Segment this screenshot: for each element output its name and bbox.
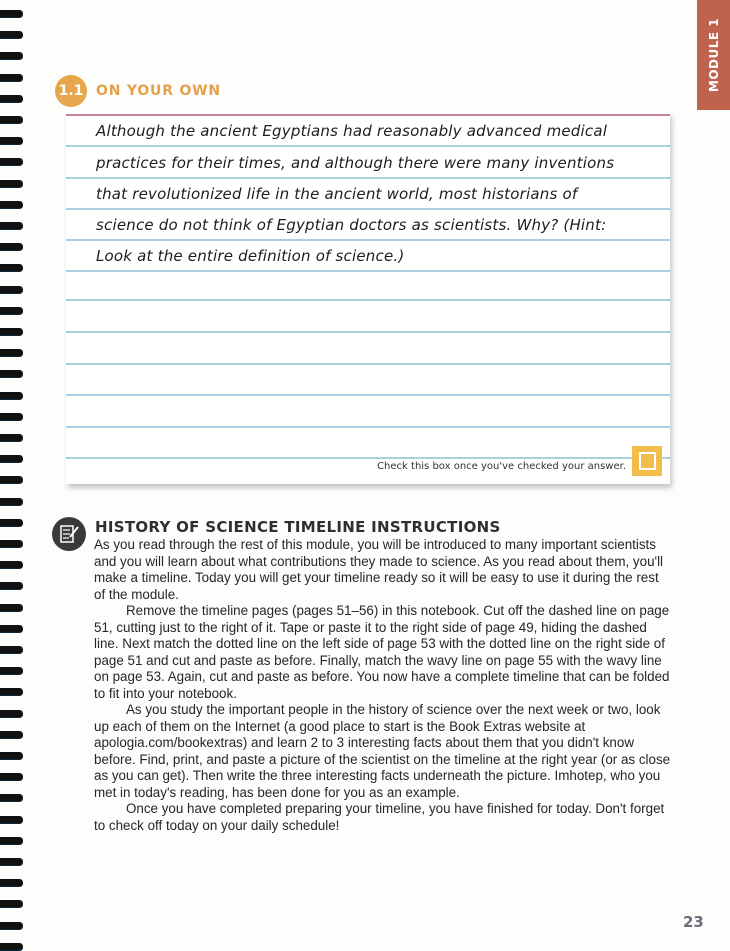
ruled-line bbox=[66, 426, 670, 428]
spiral-coil bbox=[0, 582, 23, 589]
spiral-coil bbox=[0, 646, 23, 653]
spiral-coil bbox=[0, 604, 23, 611]
spiral-coil bbox=[0, 773, 23, 780]
question-line: practices for their times, and although there were many inventions bbox=[96, 154, 615, 172]
instructions-paragraph: As you study the important people in the history of science over the next week or two, look up each of them on the Internet (a good place to start is the Book Extras website at apologia.com/bookextras) and learn 2 to 3 interesting facts about them that you didn't know before. Find, print, and paste a picture of the scientist on the timeline at the right year (or as close as you can get). Then write the three interesting facts underneath the picture. Imhotep, who you met in today's reading, has been done for you as an example. bbox=[94, 702, 671, 800]
checklist-icon bbox=[52, 517, 86, 551]
spiral-coil bbox=[0, 413, 23, 420]
spiral-coil bbox=[0, 31, 23, 38]
spiral-coil bbox=[0, 476, 23, 483]
spiral-coil bbox=[0, 710, 23, 717]
spiral-coil bbox=[0, 370, 23, 377]
spiral-coil bbox=[0, 794, 23, 801]
spiral-coil bbox=[0, 561, 23, 568]
spiral-coil bbox=[0, 858, 23, 865]
spiral-coil bbox=[0, 74, 23, 81]
check-answer-prompt: Check this box once you've checked your answer. bbox=[377, 461, 626, 472]
spiral-coil bbox=[0, 922, 23, 929]
instructions-paragraph: Once you have completed preparing your timeline, you have finished for today. Don't forget to check off today on your daily schedule! bbox=[94, 801, 665, 833]
ruled-line bbox=[66, 145, 670, 147]
page-number: 23 bbox=[683, 913, 704, 931]
spiral-coil bbox=[0, 180, 23, 187]
ruled-line bbox=[66, 363, 670, 365]
spiral-coil bbox=[0, 328, 23, 335]
instructions-paragraph: As you read through the rest of this module, you will be introduced to many important scientists and you will learn about what contributions they made to science. As you read about them, you'll make a timeline. Today you will get your timeline ready so it will be easy to use it during the rest of the module. bbox=[94, 537, 664, 602]
spiral-coil bbox=[0, 900, 23, 907]
question-line: science do not think of Egyptian doctors as scientists. Why? (Hint: bbox=[96, 216, 607, 234]
ruled-line bbox=[66, 299, 670, 301]
spiral-coil bbox=[0, 137, 23, 144]
instructions-body bbox=[94, 537, 672, 834]
spiral-coil bbox=[0, 349, 23, 356]
spiral-coil bbox=[0, 10, 23, 17]
checkbox-square-icon bbox=[639, 452, 656, 470]
spiral-coil bbox=[0, 816, 23, 823]
spiral-coil bbox=[0, 731, 23, 738]
ruled-line bbox=[66, 394, 670, 396]
answer-checked-checkbox[interactable] bbox=[632, 446, 662, 476]
spiral-coil bbox=[0, 52, 23, 59]
spiral-coil bbox=[0, 434, 23, 441]
ruled-line bbox=[66, 331, 670, 333]
spiral-coil bbox=[0, 264, 23, 271]
module-tab-label: MODULE 1 bbox=[706, 17, 721, 93]
spiral-coil bbox=[0, 837, 23, 844]
spiral-coil bbox=[0, 392, 23, 399]
spiral-coil bbox=[0, 667, 23, 674]
ruled-line bbox=[66, 177, 670, 179]
question-line: Look at the entire definition of science.) bbox=[96, 247, 405, 265]
instructions-title: HISTORY OF SCIENCE TIMELINE INSTRUCTIONS bbox=[95, 518, 501, 536]
spiral-coil bbox=[0, 116, 23, 123]
spiral-coil bbox=[0, 540, 23, 547]
spiral-coil bbox=[0, 307, 23, 314]
top-margin-line bbox=[66, 114, 670, 116]
spiral-coil bbox=[0, 95, 23, 102]
ruled-line bbox=[66, 208, 670, 210]
question-line: Although the ancient Egyptians had reasonably advanced medical bbox=[96, 122, 608, 140]
on-your-own-answer-card bbox=[66, 112, 670, 484]
spiral-coil bbox=[0, 752, 23, 759]
on-your-own-title: ON YOUR OWN bbox=[96, 83, 221, 99]
spiral-coil bbox=[0, 498, 23, 505]
spiral-coil bbox=[0, 625, 23, 632]
instructions-paragraph: Remove the timeline pages (pages 51–56) in this notebook. Cut off the dashed line on page 51, cutting just to the right of it. Tape or paste it to the right side of page 49, hiding the dashed line. Next match the dotted line on the left side of page 53 with the dotted line on the right side of page 51 and cut and paste as before. Finally, match the wavy line on page 55 with the wavy line on page 53. Again, cut and paste as before. You now have a complete timeline that can be folded to fit into your notebook. bbox=[94, 603, 670, 701]
spiral-coil bbox=[0, 455, 23, 462]
spiral-coil bbox=[0, 158, 23, 165]
spiral-coil bbox=[0, 879, 23, 886]
spiral-coil bbox=[0, 519, 23, 526]
section-number-badge: 1.1 bbox=[55, 75, 87, 107]
spiral-coil bbox=[0, 688, 23, 695]
spiral-coil bbox=[0, 286, 23, 293]
ruled-line bbox=[66, 270, 670, 272]
spiral-coil bbox=[0, 222, 23, 229]
spiral-coil bbox=[0, 943, 23, 950]
ruled-line bbox=[66, 457, 670, 459]
spiral-binding bbox=[0, 0, 30, 951]
ruled-line bbox=[66, 239, 670, 241]
spiral-coil bbox=[0, 201, 23, 208]
module-tab bbox=[697, 0, 730, 110]
question-line: that revolutionized life in the ancient world, most historians of bbox=[96, 185, 578, 203]
spiral-coil bbox=[0, 243, 23, 250]
